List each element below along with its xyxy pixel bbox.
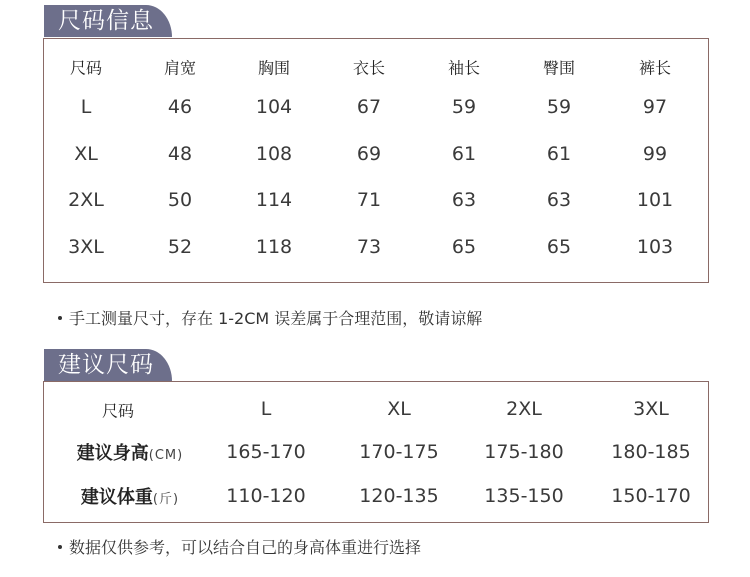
section-title: 尺码信息: [58, 8, 154, 34]
table-cell: 46: [167, 96, 193, 118]
table-cell: 73: [356, 236, 382, 258]
column-header: 裤长: [638, 58, 672, 78]
column-header: 袖长: [447, 58, 481, 78]
measurement-note-text: 手工测量尺寸，存在 1-2CM 误差属于合理范围，敬请谅解: [69, 309, 483, 328]
size-header: 2XL: [506, 398, 542, 420]
table-cell: 108: [255, 143, 293, 165]
table-cell: 50: [167, 189, 193, 211]
size-cell: L: [80, 96, 92, 118]
section-tab-recommend: [44, 349, 172, 381]
height-cell: 165-170: [226, 441, 306, 463]
column-header: 肩宽: [163, 58, 197, 78]
section-title: 建议尺码: [58, 352, 154, 378]
table-cell: 61: [546, 143, 572, 165]
table-cell: 101: [636, 189, 674, 211]
table-cell: 99: [642, 143, 668, 165]
size-cell: XL: [74, 143, 98, 165]
section-tab-size-info: [44, 5, 172, 37]
table-cell: 104: [255, 96, 293, 118]
size-header: L: [260, 398, 272, 420]
table-cell: 71: [356, 189, 382, 211]
measurement-note: [58, 306, 482, 329]
table-cell: 63: [546, 189, 572, 211]
column-header: 尺码: [69, 58, 103, 78]
recommend-table: [43, 381, 709, 523]
table-cell: 67: [356, 96, 382, 118]
weight-cell: 110-120: [226, 485, 306, 507]
table-cell: 114: [255, 189, 293, 211]
height-cell: 170-175: [359, 441, 439, 463]
size-cell: 3XL: [68, 236, 104, 258]
table-cell: 59: [451, 96, 477, 118]
weight-cell: 120-135: [359, 485, 439, 507]
size-table: [43, 38, 709, 283]
table-cell: 59: [546, 96, 572, 118]
table-cell: 118: [255, 236, 293, 258]
size-header: 3XL: [633, 398, 669, 420]
bullet-icon: [58, 316, 62, 320]
height-label: [77, 439, 183, 465]
table-cell: 52: [167, 236, 193, 258]
table-cell: 61: [451, 143, 477, 165]
table-cell: 63: [451, 189, 477, 211]
column-header: 尺码: [101, 401, 135, 421]
table-cell: 48: [167, 143, 193, 165]
weight-label: [81, 483, 179, 509]
reference-note: [58, 535, 421, 558]
weight-cell: 150-170: [611, 485, 691, 507]
table-cell: 69: [356, 143, 382, 165]
size-cell: 2XL: [68, 189, 104, 211]
table-cell: 65: [451, 236, 477, 258]
weight-cell: 135-150: [484, 485, 564, 507]
table-cell: 103: [636, 236, 674, 258]
reference-note-text: 数据仅供参考，可以结合自己的身高体重进行选择: [69, 538, 422, 557]
unit-label: (斤): [152, 492, 180, 507]
height-label-text: 建议身高: [76, 443, 149, 464]
bullet-icon: [58, 545, 62, 549]
column-header: 衣长: [352, 58, 386, 78]
height-cell: 180-185: [611, 441, 691, 463]
height-cell: 175-180: [484, 441, 564, 463]
column-header: 臀围: [542, 58, 576, 78]
weight-label-text: 建议体重: [80, 487, 153, 508]
table-cell: 97: [642, 96, 668, 118]
size-header: XL: [387, 398, 411, 420]
unit-label: (CM): [148, 448, 184, 463]
table-cell: 65: [546, 236, 572, 258]
column-header: 胸围: [257, 58, 291, 78]
